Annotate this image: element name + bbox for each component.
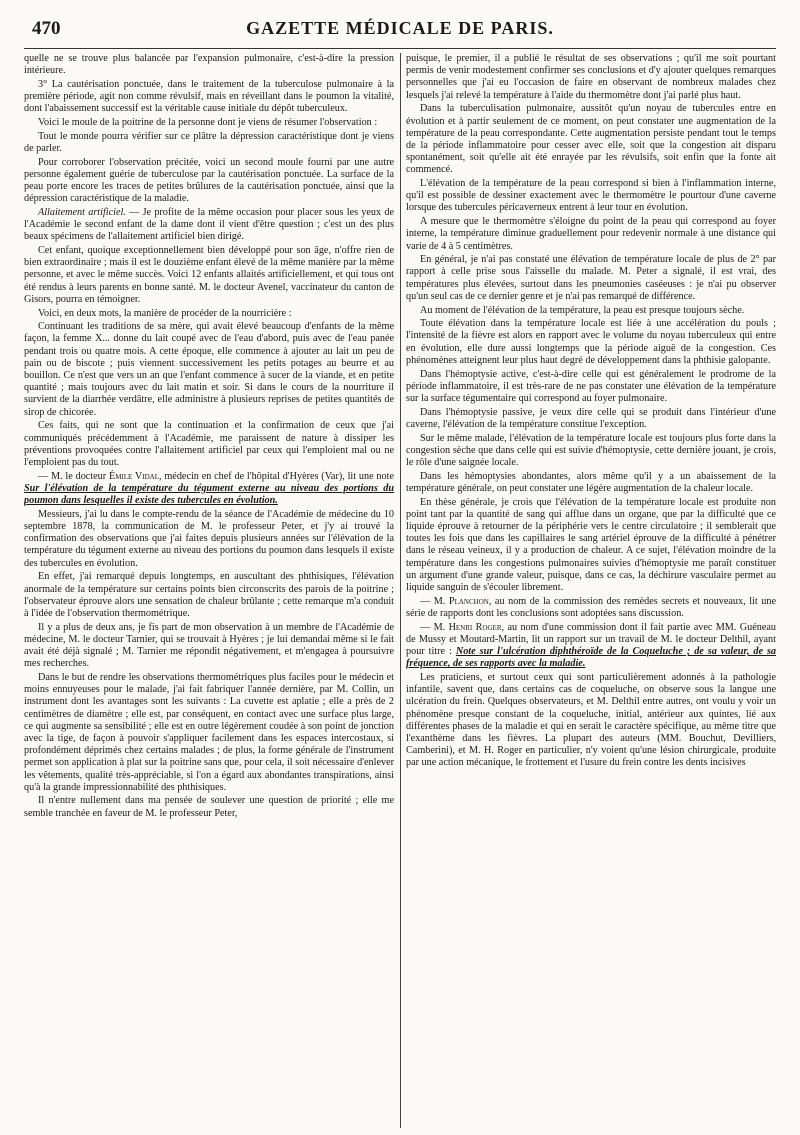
paragraph: Il y a plus de deux ans, je fis part de mon observation à un membre de l'Académie de médecine, M. le docteur Tarnier, qui se trouvait à Hyères ; je lui demandai même si le fait avait été déjà signalé ; M. Tarnier me répondit négativement, et m'engagea à poursuivre mes recherches.: [24, 621, 394, 670]
paragraph: Sur le même malade, l'élévation de la température locale est toujours plus forte dans la congestion sèche que dans celle qui est suivie d'hémoptysie, cette dernière jouant, je crois, le rôle d'une saignée locale.: [406, 432, 776, 468]
paragraph: L'élévation de la température de la peau correspond si bien à l'inflammation interne, qu'il est possible de dessiner exactement avec le thermomètre le pourtour d'une caverne lorsque des tubercules péricaverneux entrent à leur tour en évolution.: [406, 178, 776, 214]
author-name: Planchon: [448, 595, 489, 607]
journal-title: GAZETTE MÉDICALE DE PARIS.: [246, 18, 554, 38]
paragraph: Continuant les traditions de sa mère, qui avait élevé beaucoup d'enfants de la même façon, la femme X... donne du lait coupé avec de l'eau d'abord, puis avec de l'eau panée pendant trois ou quatre mois. A cette époque, elle commence à ajouter au lait un peu de pain ou de biscote ; puis viennent successivement les petits potages au beurre et au bouillon. Ce n'est que vers un an que l'enfant commence à sucer de la viande, et en petite quantité ; mais toujours avec du lait matin et soir. Si dans le cours de la nourriture il survient de la diarrhée verdâtre, elle administre à plusieurs reprises de petites quantités de sirop de chicorée.: [24, 321, 394, 418]
paragraph: 3° La cautérisation ponctuée, dans le traitement de la tuberculose pulmonaire à la première période, agit non comme révulsif, mais en réveillant dans le poumon la vitalité, dont l'abaissement successif est la véritable cause initiale du dépôt tuberculeux.: [24, 78, 394, 115]
article-title: Note sur l'ulcération diphthéroïde de la Coqueluche ; de sa valeur, de sa fréquence, de ses rapports avec la maladie.: [406, 646, 776, 670]
paragraph: Messieurs, j'ai lu dans le compte-rendu de la séance de l'Académie de médecine du 10 septembre 1878, la communication de M. le professeur Peter, et j'y ai trouvé la confirmation des observations que j'ai faites depuis plusieurs années sur l'élévation de la température du tégument externe au niveau des portions du poumon dans lesquels il existe des tubercules en évolution.: [24, 508, 394, 569]
paragraph: Il n'entre nullement dans ma pensée de soulever une question de priorité ; elle me semble tranchée en faveur de M. le professeur Peter,: [24, 795, 394, 819]
paragraph: — M. le docteur Émile Vidal, médecin en chef de l'hôpital d'Hyères (Var), lit une note Sur l'élévation de la température du tégument externe au niveau des portions du poumon dans lesquelles il existe des tubercules en évolution.: [24, 470, 394, 507]
article-columns: [24, 53, 776, 1128]
paragraph: En thèse générale, je crois que l'élévation de la température locale est produite non point tant par la quantité de sang qui afflue dans un organe, que par la difficulté que ce liquide éprouve à retourner de la périphérie vers le centre circulatoire ; il semblerait que toutes les fois que dans les capillaires le sang artériel éprouve de la difficulté à pénétrer dans le réseau veineux, il y a production de chaleur. A ce sujet, l'élévation moindre de la température dans les congestions pulmonaires suivies d'hémoptysie me paraît constituer un argument d'une grande valeur, puisque, dans ce cas, la déchirure vasculaire permet au liquide sanguin de s'écouler librement.: [406, 496, 776, 594]
paragraph: Les praticiens, et surtout ceux qui sont particulièrement adonnés à la pathologie infantile, savent que, dans certains cas de coqueluche, on observe sous la langue une ulcération du frein. Quelques observateurs, et M. Delthil entre autres, ont voulu y voir un phénomène presque constant de la coqueluche, initial, antérieur aux quintes, lié aux différentes phases de la maladie et qui en serait le caractère spécifique, au même titre que l'exanthème dans les fièvres. La plupart des auteurs (MM. Bouchut, Devilliers, Camberini), et M. H. Roger en particulier, n'y voient qu'une lésion chirurgicale, produite par une action mécanique, le frottement et l'usure du frein contre les dents incisives: [406, 671, 776, 769]
author-name: Émile Vidal: [108, 470, 160, 482]
paragraph: — M. Henri Roger, au nom d'une commission dont il fait partie avec MM. Guéneau de Mussy et Moutard-Martin, lit un rapport sur un travail de M. le docteur Delthil, ayant pour titre : Note sur l'ulcération diphthéroïde de la Coqueluche ; de sa valeur, de sa fréquence, de ses rapports avec la maladie.: [406, 621, 776, 670]
paragraph: A mesure que le thermomètre s'éloigne du point de la peau qui correspond au foyer interne, la température diminue graduellement pour redevenir normale à une distance qui varie de 4 à 5 centimètres.: [406, 216, 776, 252]
paragraph: Au moment de l'élévation de la température, la peau est presque toujours sèche.: [420, 304, 745, 316]
article-title: Sur l'élévation de la température du tégument externe au niveau des portions du poumon dans lesquelles il existe des tubercules en évolution.: [24, 482, 394, 507]
section-heading: Allaitement artificiel.: [38, 206, 126, 218]
paragraph: Dans les hémoptysies abondantes, alors même qu'il y a un abaissement de la température générale, on peut constater une légère augmentation de la chaleur locale.: [406, 470, 776, 494]
paragraph: Cet enfant, quoique exceptionnellement bien développé pour son âge, n'offre rien de bien extraordinaire ; mais il est le douzième enfant élevé de la même manière par la même personne, et avec le même succès. Voici 12 enfants allaités artificiellement, et qui tous ont été rendus à leurs parents en bonne santé. M. le docteur Avenel, vaccinateur du canton de Gisors, pourra en témoigner.: [24, 245, 394, 305]
column-divider: [400, 53, 401, 1128]
paragraph: Toute élévation dans la température locale est liée à une accélération du pouls ; l'intensité de la fièvre est alors en rapport avec le volume du noyau tuberculeux qui entre en évolution, elle dure aussi longtemps que la période aiguë de la congestion. Ces phénomènes atteignent leur plus haut degré de développement dans la phthisie galopante.: [406, 318, 776, 366]
paragraph: Dans l'hémoptysie passive, je veux dire celle qui se produit dans l'intérieur d'une caverne, l'élévation de la température constitue l'exception.: [406, 406, 776, 430]
paragraph: Dans le but de rendre les observations thermométriques plus faciles pour le médecin et moins ennuyeuses pour le malade, j'ai fait fabriquer l'année dernière, par M. Collin, un instrument dont les avantages sont les suivants : La cuvette est aplatie ; elle a près de 2 centimètres de diamètre ; elle est, par conséquent, en contact avec une surface plus large, ce qui augmente sa sensibilité ; elle est en outre légèrement coudée à son point de jonction avec la tige, de façon à pouvoir s'appliquer facilement dans les espaces intercostaux, si profondément déprimés chez certains malades ; de plus, la forme générale de l'instrument permet son application à plat sur la poitrine sans que, pour cela, il soit nécessaire d'enlever les vêtements, qualité très-appréciable, si l'on a égard aux abondantes transpirations, ainsi qu'à la grande impressionnabilité des phthisiques.: [24, 671, 394, 793]
paragraph: puisque, le premier, il a publié le résultat de ses observations ; qu'il me soit pourtant permis de venir modestement confirmer ses conclusions et d'y ajouter quelques remarques personnelles que j'ai eu l'occasion de faire en observant de nombreux malades chez lesquels j'ai relevé la température à l'aide du thermomètre dont j'ai parlé plus haut.: [406, 53, 776, 101]
paragraph: Pour corroborer l'observation précitée, voici un second moule fourni par une autre personne également guérie de tuberculose par la cautérisation ponctuée. La surface de la peau porte encore les traces de petites brûlures de la cautérisation ponctuée, ainsi que la dépression caractéristique de la maladie.: [24, 156, 394, 205]
page-number: 470: [32, 18, 61, 39]
left-column: [24, 53, 394, 1128]
paragraph: Allaitement artificiel. — Je profite de la même occasion pour placer sous les yeux de l'Académie le second enfant de la dame dont il vient d'être question ; c'est un des plus beaux spécimens de l'allaitement artificiel bien dirigé.: [24, 206, 394, 243]
paragraph: Ces faits, qui ne sont que la continuation et la confirmation de ceux que j'ai communiqués précédemment à l'Académie, me paraissent de nature à dissiper les préventions provoquées contre l'allaitement artificiel par ceux qui l'emploient mal ou ne l'emploient pas du tout.: [24, 420, 394, 468]
paragraph: Dans l'hémoptysie active, c'est-à-dire celle qui est généralement le prodrome de la période inflammatoire, il est très-rare de ne pas constater une élévation de la température sur la surface tégumentaire qui correspond au foyer pulmonaire.: [406, 368, 776, 404]
paragraph: Dans la tuberculisation pulmonaire, aussitôt qu'un noyau de tubercules entre en évolution et à partir seulement de ce moment, on peut constater une augmentation de la température de la peau correspondante. Cette augmentation persiste pendant tout le temps de la période inflammatoire pour cesser avec elle, soit que la congestion ait disparu spontanément, soit qu'elle ait été enrayée par les révulsifs, soit enfin que la fonte ait commencé.: [406, 103, 776, 176]
author-name: Henri Roger: [448, 621, 502, 633]
paragraph: Voici, en deux mots, la manière de procéder de la nourricière :: [38, 307, 292, 319]
paragraph: — M. Planchon, au nom de la commission des remèdes secrets et nouveaux, lit une série de rapports dont les conclusions sont adoptées sans discussion.: [406, 595, 776, 619]
paragraph: quelle ne se trouve plus balancée par l'expansion pulmonaire, c'est-à-dire la pression intérieure.: [24, 53, 394, 77]
paragraph: Voici le moule de la poitrine de la personne dont je viens de résumer l'observation :: [38, 117, 378, 129]
page-header: [24, 12, 776, 44]
right-column: [406, 53, 776, 1128]
header-rule: [24, 48, 776, 49]
paragraph: En effet, j'ai remarqué depuis longtemps, en auscultant des phthisiques, l'élévation anormale de la température sur certains points bien circonscrits des parois de la poitrine ; l'observateur éprouve alors une sensation de chaleur brûlante ; cette remarque m'a conduit à l'idée de l'observation thermométrique.: [24, 571, 394, 619]
paragraph: En général, je n'ai pas constaté une élévation de température locale de plus de 2° par rapport à celle prise sous l'aisselle du malade. M. Peter a signalé, il est vrai, des températures plus élevées, surtout dans les pneumonies caséeuses : je n'ai pu observer qu'un seul cas de ce dernier genre et je n'ai pas remarqué de différence.: [406, 254, 776, 302]
paragraph: Tout le monde pourra vérifier sur ce plâtre la dépression caractéristique dont je viens de parler.: [24, 130, 394, 154]
